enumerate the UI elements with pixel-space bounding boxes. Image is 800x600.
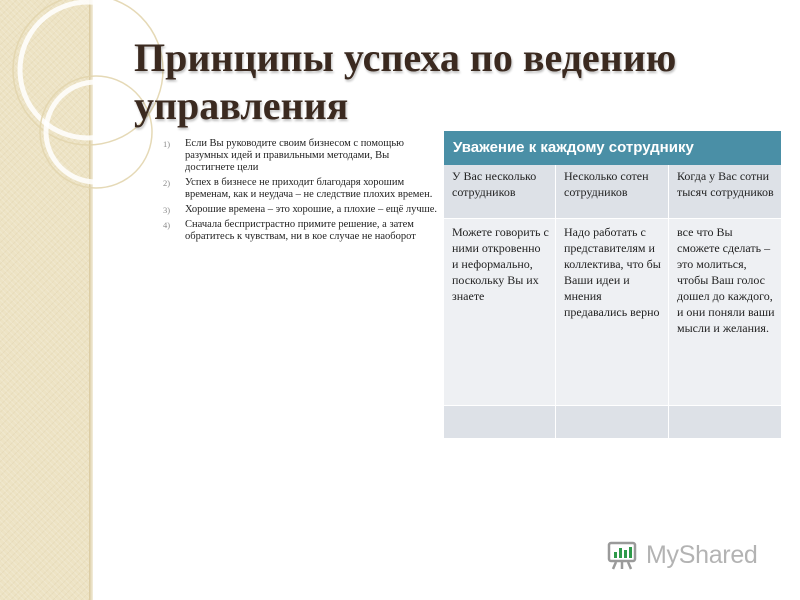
table-cell: Несколько сотен сотрудников <box>556 165 669 219</box>
list-number: 4) <box>163 220 171 230</box>
logo-text: MyShared <box>646 540 758 569</box>
list-item <box>163 204 438 216</box>
table-header: Уважение к каждому сотруднику <box>444 131 781 165</box>
table-row <box>444 165 781 219</box>
list-item-text: Хорошие времена – это хорошие, а плохие – ещё лучше. <box>185 204 437 215</box>
respect-table <box>444 131 781 438</box>
table-cell: все что Вы сможете сделать – это молиться, чтобы Ваш голос дошел до каждого, и они поняли ваши мысли и желания. <box>669 219 781 406</box>
table-row <box>444 406 781 438</box>
principles-list <box>163 138 438 246</box>
table-cell: У Вас несколько сотрудников <box>444 165 556 219</box>
table-cell <box>556 406 669 438</box>
table-cell <box>444 406 556 438</box>
side-band-edge <box>89 0 93 600</box>
list-number: 1) <box>163 139 171 149</box>
list-item <box>163 219 438 243</box>
table-cell: Когда у Вас сотни тысяч сотрудников <box>669 165 781 219</box>
list-item <box>163 177 438 201</box>
decorative-side-band <box>0 0 89 600</box>
slide-title: Принципы успеха по ведению управления <box>134 35 677 128</box>
list-item-text: Успех в бизнесе не приходит благодаря хорошим временам, как и неудача – не следствие плохих времен. <box>185 177 433 200</box>
table-cell: Можете говорить с ними откровенно и неформально, поскольку Вы их знаете <box>444 219 556 406</box>
myshared-logo[interactable] <box>606 538 766 572</box>
list-number: 3) <box>163 205 171 215</box>
list-item-text: Если Вы руководите своим бизнесом с помощью разумных идей и правильными методами, Вы достигнете цели <box>185 138 404 173</box>
table-cell <box>669 406 781 438</box>
list-item-text: Сначала беспристрастно примите решение, а затем обратитесь к чувствам, ни в кое случае не наоборот <box>185 219 416 242</box>
table-cell: Надо работать с представителям и коллектива, что бы Ваши идеи и мнения предавались верно <box>556 219 669 406</box>
list-item <box>163 138 438 174</box>
myshared-logo-icon <box>606 538 640 572</box>
table-row <box>444 219 781 406</box>
list-number: 2) <box>163 178 171 188</box>
